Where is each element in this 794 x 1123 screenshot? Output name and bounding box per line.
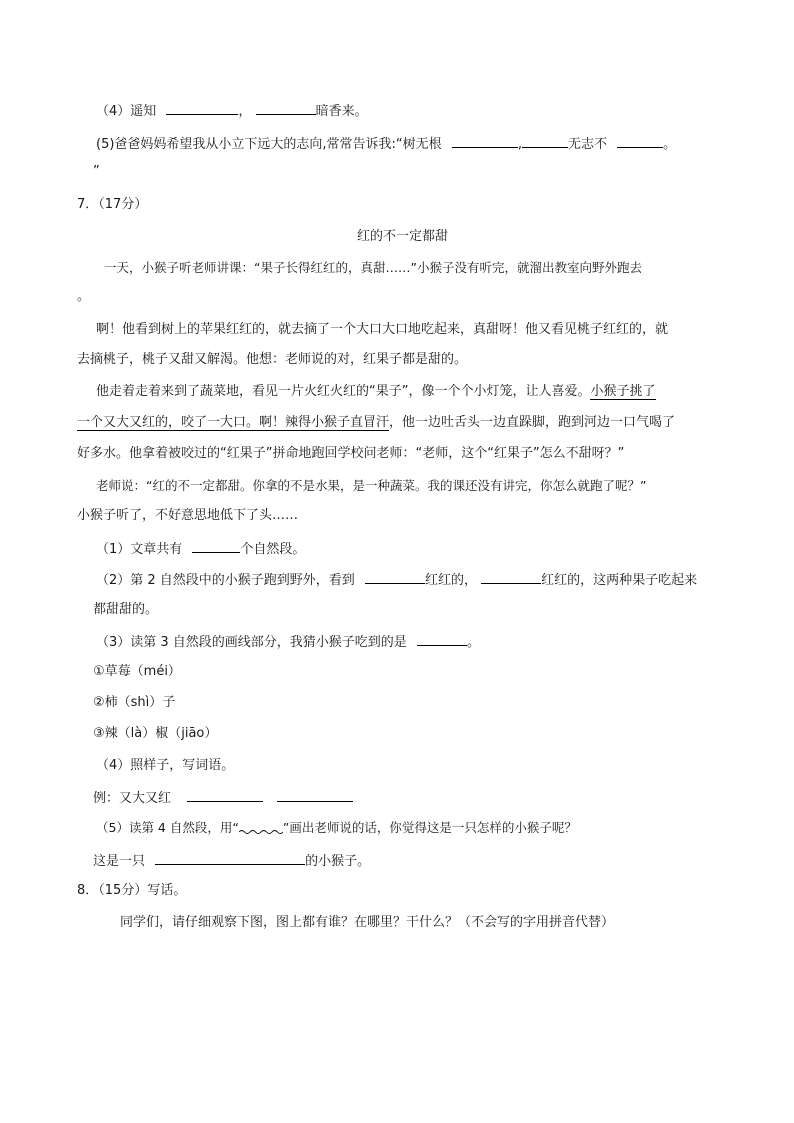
subquestion-2-prefix: （2）第 2 自然段中的小猴子跑到野外，看到	[96, 573, 355, 588]
q7-header: 7．（17分）	[77, 197, 148, 212]
q6-item4-suffix: 暗香来。	[315, 104, 368, 119]
subquestion-5-suffix: ”画出老师说的话，你觉得这是一只怎样的小猴子呢？	[282, 820, 577, 835]
option-1[interactable]: ①草莓（méi）	[93, 664, 181, 679]
q8-header: 8．（15分）写话。	[77, 883, 187, 898]
subquestion-1	[96, 538, 305, 560]
answer-prefix: 这是一只	[93, 854, 146, 869]
subquestion-2	[96, 569, 697, 591]
subquestion-5	[96, 818, 577, 838]
answer-blank[interactable]	[277, 787, 353, 802]
paragraph-3-end: 好多水。他拿着被咬过的“红果子”拼命地跑回学校问老师：“老师，这个“红果子”怎么不甜呀？”	[77, 446, 625, 461]
q6-item5-end: 。	[663, 137, 677, 152]
answer-blank[interactable]	[155, 850, 305, 865]
answer-blank[interactable]	[166, 100, 238, 115]
subquestion-3-prefix: （3）读第 3 自然段的画线部分，我猜小猴子吃到的是	[96, 635, 407, 650]
answer-blank[interactable]	[187, 787, 263, 802]
paragraph-2-cont: 去摘桃子，桃子又甜又解渴。他想：老师说的对，红果子都是甜的。	[77, 352, 468, 367]
paragraph-1-end: 。	[77, 289, 91, 304]
paragraph-1: 一天，小猴子听老师讲课：“果子长得红红的，真甜……”小猴子没有听完，就溜出教室向野外跑去	[104, 260, 642, 275]
q6-item5-close-quote: ”	[93, 164, 100, 179]
subquestion-5-prefix: （5）读第 4 自然段，用“	[96, 820, 239, 835]
subquestion-4-example	[93, 787, 353, 809]
paragraph-4: 老师说：“红的不一定都甜。你拿的不是水果，是一种蔬菜。我的课还没有讲完，你怎么就跑了呢？”	[96, 478, 647, 493]
paragraph-2: 啊！他看到树上的苹果红红的，就去摘了一个大口大口地吃起来，真甜呀！他又看见桃子红红的，就	[96, 322, 669, 337]
subquestion-3-suffix: 。	[466, 635, 480, 650]
paragraph-4-cont: 小猴子听了，不好意思地低下了头……	[77, 508, 299, 523]
subquestion-3	[96, 631, 480, 653]
subquestion-4: （4）照样子，写词语。	[96, 758, 235, 773]
subquestion-2-suffix: 红红的，这两种果子吃起来	[541, 573, 698, 588]
option-2[interactable]: ②柿（shì）子	[93, 695, 176, 710]
passage-title: 红的不一定都甜	[357, 229, 449, 244]
answer-blank[interactable]	[192, 538, 240, 553]
paragraph-3-text: ，他一边吐舌头一边直跺脚，跑到河边一口气喝了	[389, 415, 676, 430]
answer-blank[interactable]	[481, 569, 541, 584]
answer-blank[interactable]	[617, 133, 663, 148]
answer-blank[interactable]	[522, 133, 568, 148]
subquestion-1-suffix: 个自然段。	[240, 542, 306, 557]
paragraph-3-text: 他走着走着来到了蔬菜地，看见一片火红火红的“果子”，像一个个小灯笼，让人喜爱。	[96, 384, 591, 399]
q6-item5-comma: ,	[517, 137, 522, 152]
paragraph-3	[96, 382, 656, 402]
answer-blank[interactable]	[365, 569, 425, 584]
answer-blank[interactable]	[256, 100, 316, 115]
subquestion-1-prefix: （1）文章共有	[96, 542, 183, 557]
q6-item5-prefix: (5)爸爸妈妈希望我从小立下远大的志向,常常告诉我:“树无根	[96, 137, 442, 152]
answer-suffix: 的小猴子。	[305, 854, 371, 869]
answer-blank[interactable]	[417, 631, 467, 646]
underlined-text: 小猴子挑了	[590, 384, 656, 399]
option-3[interactable]: ③辣（là）椒（jiāo）	[93, 726, 218, 741]
q6-item5	[96, 133, 676, 155]
q8-instruction: 同学们，请仔细观察下图，图上都有谁？在哪里？干什么？（不会写的字用拼音代替）	[120, 915, 615, 930]
paragraph-3-cont	[77, 413, 675, 433]
answer-blank[interactable]	[452, 133, 518, 148]
q6-item4-comma: ，	[238, 104, 252, 119]
example-word: 例：又大又红	[93, 791, 172, 806]
subquestion-2-cont: 都甜甜的。	[93, 602, 159, 617]
q6-item4	[96, 100, 368, 122]
q6-item5-mid: 无志不	[567, 137, 607, 152]
subquestion-2-mid: 红红的，	[424, 573, 477, 588]
q6-item4-prefix: （4）遥知	[96, 104, 157, 119]
underlined-text: 一个又大又红的，咬了一大口。啊！辣得小猴子直冒汗	[77, 415, 390, 430]
wavy-line-icon	[239, 823, 283, 835]
subquestion-5-answer	[93, 850, 370, 872]
